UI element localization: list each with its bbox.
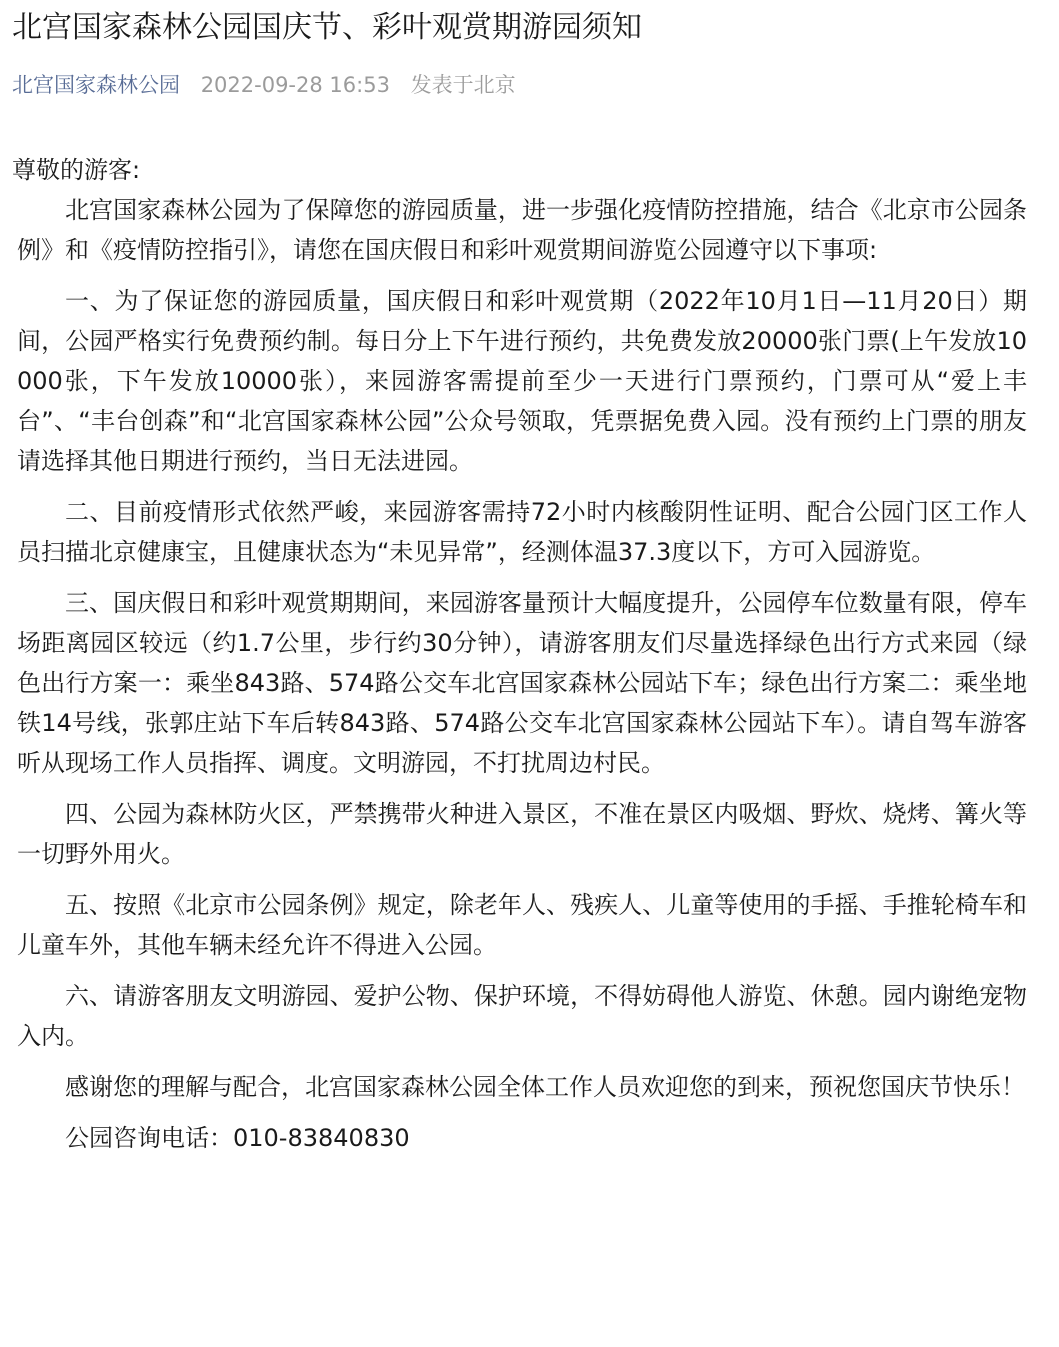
greeting-paragraph: 尊敬的游客: [12,156,141,184]
article-content [12,150,1027,1158]
publish-location: 发表于北京 [410,73,516,97]
article-meta [12,70,516,100]
notice-item-4: 四、公园为森林防火区，严禁携带火种进入景区，不准在景区内吸烟、野炊、烧烤、篝火等一切野外用火。 [17,800,1027,868]
notice-item-6: 六、请游客朋友文明游园、爱护公物、保护环境，不得妨碍他人游览、休憩。园内谢绝宠物入内。 [17,982,1027,1050]
intro-paragraph: 北宫国家森林公园为了保障您的游园质量，进一步强化疫情防控措施，结合《北京市公园条例》和《疫情防控指引》，请您在国庆假日和彩叶观赏期间游览公园遵守以下事项: [17,196,1027,264]
notice-item-3: 三、国庆假日和彩叶观赏期期间，来园游客量预计大幅度提升，公园停车位数量有限，停车场距离园区较远（约1.7公里，步行约30分钟），请游客朋友们尽量选择绿色出行方式来园（绿色出行方案一：乘坐843路、574路公交车北宫国家森林公园站下车；绿色出行方案二：乘坐地铁14号线，张郭庄站下车后转843路、574路公交车北宫国家森林公园站下车）。请自驾车游客听从现场工作人员指挥、调度。文明游园，不打扰周边村民。 [17,589,1027,777]
notice-item-5: 五、按照《北京市公园条例》规定，除老年人、残疾人、儿童等使用的手摇、手推轮椅车和儿童车外，其他车辆未经允许不得进入公园。 [17,891,1027,959]
account-name-link[interactable]: 北宫国家森林公园 [12,73,180,97]
publish-date: 2022-09-28 16:53 [200,73,390,97]
notice-item-2: 二、目前疫情形式依然严峻，来园游客需持72小时内核酸阴性证明、配合公园门区工作人员扫描北京健康宝，且健康状态为“未见异常”，经测体温37.3度以下，方可入园游览。 [17,498,1027,566]
notice-item-1: 一、为了保证您的游园质量，国庆假日和彩叶观赏期（2022年10月1日—11月20日）期间，公园严格实行免费预约制。每日分上下午进行预约，共免费发放20000张门票(上午发放10000张，下午发放10000张），来园游客需提前至少一天进行门票预约，门票可从“爱上丰台”、“丰台创森”和“北宫国家森林公园”公众号领取，凭票据免费入园。没有预约上门票的朋友请选择其他日期进行预约，当日无法进园。 [17,287,1027,475]
contact-phone: 公园咨询电话：010-83840830 [65,1124,410,1152]
article-title: 北宫国家森林公园国庆节、彩叶观赏期游园须知 [12,10,642,45]
thanks-paragraph: 感谢您的理解与配合，北宫国家森林公园全体工作人员欢迎您的到来，预祝您国庆节快乐！ [65,1073,1025,1101]
